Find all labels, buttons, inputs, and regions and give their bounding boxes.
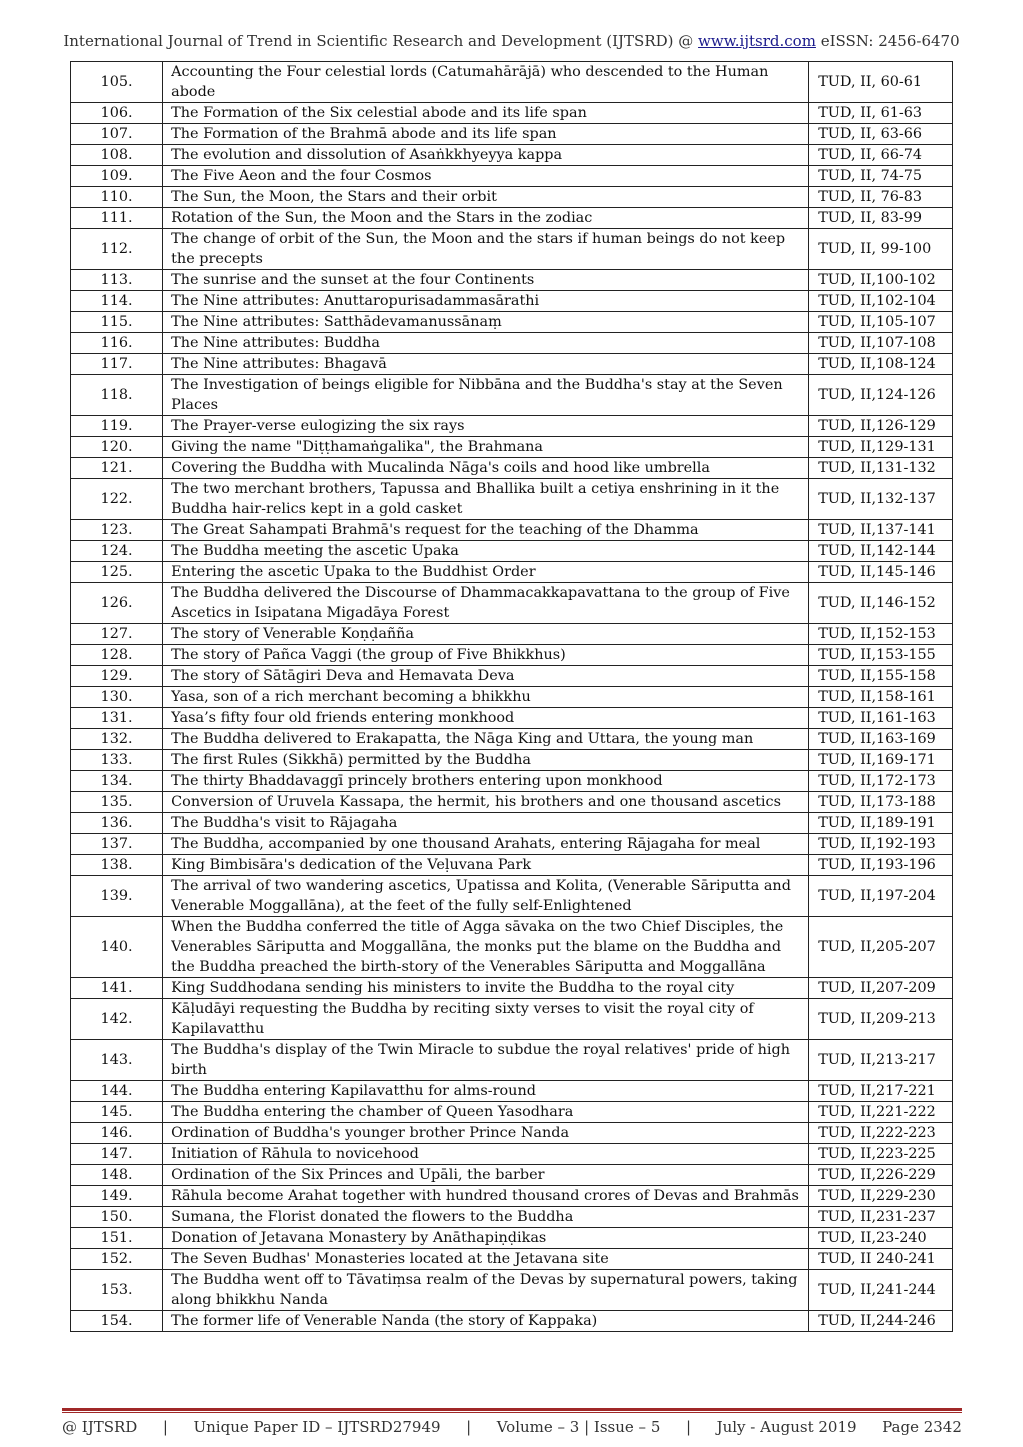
table-row bbox=[71, 666, 953, 687]
row-title: The Buddha meeting the ascetic Upaka bbox=[163, 541, 809, 562]
table-row bbox=[71, 62, 953, 103]
table-row bbox=[71, 999, 953, 1040]
table-row bbox=[71, 1081, 953, 1102]
table-row bbox=[71, 813, 953, 834]
table-row bbox=[71, 1207, 953, 1228]
row-reference: TUD, II,244-246 bbox=[809, 1311, 953, 1332]
row-reference: TUD, II, 74-75 bbox=[809, 166, 953, 187]
row-title: Conversion of Uruvela Kassapa, the hermit, his brothers and one thousand ascetics bbox=[163, 792, 809, 813]
row-number: 109. bbox=[71, 166, 163, 187]
row-title: King Suddhodana sending his ministers to invite the Buddha to the royal city bbox=[163, 978, 809, 999]
row-number: 148. bbox=[71, 1165, 163, 1186]
row-title: The two merchant brothers, Tapussa and Bhallika built a cetiya enshrining in it the Buddha hair-relics kept in a gold casket bbox=[163, 479, 809, 520]
row-number: 110. bbox=[71, 187, 163, 208]
row-number: 154. bbox=[71, 1311, 163, 1332]
row-reference: TUD, II, 61-63 bbox=[809, 103, 953, 124]
row-number: 139. bbox=[71, 876, 163, 917]
table-row bbox=[71, 333, 953, 354]
row-reference: TUD, II, 66-74 bbox=[809, 145, 953, 166]
page-header bbox=[0, 32, 1023, 50]
row-reference: TUD, II, 63-66 bbox=[809, 124, 953, 145]
footer-rule bbox=[62, 1408, 962, 1411]
row-number: 133. bbox=[71, 750, 163, 771]
table-row bbox=[71, 1228, 953, 1249]
table-row bbox=[71, 645, 953, 666]
table-row bbox=[71, 978, 953, 999]
row-number: 114. bbox=[71, 291, 163, 312]
row-title: The thirty Bhaddavaggī princely brothers entering upon monkhood bbox=[163, 771, 809, 792]
footer-rule-thin bbox=[62, 1412, 962, 1413]
table-row bbox=[71, 855, 953, 876]
table-row bbox=[71, 312, 953, 333]
row-number: 116. bbox=[71, 333, 163, 354]
contents-table-body bbox=[71, 62, 953, 1332]
row-number: 129. bbox=[71, 666, 163, 687]
table-row bbox=[71, 103, 953, 124]
row-title: The Formation of the Brahmā abode and its life span bbox=[163, 124, 809, 145]
row-reference: TUD, II,222-223 bbox=[809, 1123, 953, 1144]
row-number: 120. bbox=[71, 437, 163, 458]
row-reference: TUD, II,155-158 bbox=[809, 666, 953, 687]
row-number: 141. bbox=[71, 978, 163, 999]
table-row bbox=[71, 375, 953, 416]
row-number: 126. bbox=[71, 583, 163, 624]
row-reference: TUD, II, 76-83 bbox=[809, 187, 953, 208]
row-reference: TUD, II,158-161 bbox=[809, 687, 953, 708]
row-reference: TUD, II,132-137 bbox=[809, 479, 953, 520]
row-title: Kāḷudāyi requesting the Buddha by reciting sixty verses to visit the royal city of Kapilavatthu bbox=[163, 999, 809, 1040]
table-row bbox=[71, 1144, 953, 1165]
row-title: The Seven Budhas' Monasteries located at the Jetavana site bbox=[163, 1249, 809, 1270]
table-row bbox=[71, 1249, 953, 1270]
table-row bbox=[71, 458, 953, 479]
row-title: The story of Venerable Koṇḍañña bbox=[163, 624, 809, 645]
row-title: The Investigation of beings eligible for Nibbāna and the Buddha's stay at the Seven Places bbox=[163, 375, 809, 416]
footer-separator: | bbox=[162, 1418, 168, 1436]
table-row bbox=[71, 917, 953, 978]
row-number: 112. bbox=[71, 229, 163, 270]
row-number: 151. bbox=[71, 1228, 163, 1249]
table-row bbox=[71, 354, 953, 375]
row-title: The Nine attributes: Satthādevamanussānaṃ bbox=[163, 312, 809, 333]
footer-volume: Volume – 3 | Issue – 5 bbox=[496, 1418, 661, 1436]
table-row bbox=[71, 145, 953, 166]
row-title: The first Rules (Sikkhā) permitted by the Buddha bbox=[163, 750, 809, 771]
row-number: 137. bbox=[71, 834, 163, 855]
row-number: 122. bbox=[71, 479, 163, 520]
row-title: The former life of Venerable Nanda (the story of Kappaka) bbox=[163, 1311, 809, 1332]
table-row bbox=[71, 1102, 953, 1123]
table-row bbox=[71, 437, 953, 458]
row-title: Yasa, son of a rich merchant becoming a bhikkhu bbox=[163, 687, 809, 708]
row-reference: TUD, II,193-196 bbox=[809, 855, 953, 876]
table-row bbox=[71, 771, 953, 792]
row-reference: TUD, II,142-144 bbox=[809, 541, 953, 562]
row-number: 145. bbox=[71, 1102, 163, 1123]
table-row bbox=[71, 708, 953, 729]
issn-label: eISSN: 2456-6470 bbox=[820, 32, 960, 50]
footer-journal: @ IJTSRD bbox=[62, 1418, 138, 1436]
row-title: The story of Sātāgiri Deva and Hemavata Deva bbox=[163, 666, 809, 687]
table-row bbox=[71, 1311, 953, 1332]
row-number: 144. bbox=[71, 1081, 163, 1102]
row-number: 134. bbox=[71, 771, 163, 792]
row-reference: TUD, II,153-155 bbox=[809, 645, 953, 666]
row-number: 153. bbox=[71, 1270, 163, 1311]
table-row bbox=[71, 541, 953, 562]
row-reference: TUD, II,145-146 bbox=[809, 562, 953, 583]
row-title: Yasa’s fifty four old friends entering monkhood bbox=[163, 708, 809, 729]
row-number: 106. bbox=[71, 103, 163, 124]
row-reference: TUD, II,124-126 bbox=[809, 375, 953, 416]
row-reference: TUD, II,192-193 bbox=[809, 834, 953, 855]
table-row bbox=[71, 583, 953, 624]
row-title: Covering the Buddha with Mucalinda Nāga's coils and hood like umbrella bbox=[163, 458, 809, 479]
row-number: 150. bbox=[71, 1207, 163, 1228]
row-title: The arrival of two wandering ascetics, Upatissa and Kolita, (Venerable Sāriputta and Venerable Moggallāna), at the feet of the fully self-Enlightened bbox=[163, 876, 809, 917]
contents-table-wrap bbox=[70, 61, 953, 1332]
row-title: The Nine attributes: Buddha bbox=[163, 333, 809, 354]
table-row bbox=[71, 229, 953, 270]
row-number: 127. bbox=[71, 624, 163, 645]
row-reference: TUD, II,205-207 bbox=[809, 917, 953, 978]
row-reference: TUD, II,241-244 bbox=[809, 1270, 953, 1311]
row-title: Ordination of Buddha's younger brother Prince Nanda bbox=[163, 1123, 809, 1144]
table-row bbox=[71, 479, 953, 520]
table-row bbox=[71, 208, 953, 229]
row-number: 123. bbox=[71, 520, 163, 541]
table-row bbox=[71, 520, 953, 541]
row-number: 131. bbox=[71, 708, 163, 729]
row-number: 107. bbox=[71, 124, 163, 145]
row-title: The Nine attributes: Bhagavā bbox=[163, 354, 809, 375]
page-footer bbox=[62, 1418, 962, 1436]
row-title: Rāhula become Arahat together with hundred thousand crores of Devas and Brahmās bbox=[163, 1186, 809, 1207]
row-number: 143. bbox=[71, 1040, 163, 1081]
row-reference: TUD, II,163-169 bbox=[809, 729, 953, 750]
row-number: 105. bbox=[71, 62, 163, 103]
table-row bbox=[71, 1186, 953, 1207]
row-reference: TUD, II,229-230 bbox=[809, 1186, 953, 1207]
row-number: 140. bbox=[71, 917, 163, 978]
row-title: The Buddha's visit to Rājagaha bbox=[163, 813, 809, 834]
row-number: 146. bbox=[71, 1123, 163, 1144]
row-reference: TUD, II,173-188 bbox=[809, 792, 953, 813]
row-title: The sunrise and the sunset at the four Continents bbox=[163, 270, 809, 291]
row-title: Sumana, the Florist donated the flowers to the Buddha bbox=[163, 1207, 809, 1228]
row-number: 113. bbox=[71, 270, 163, 291]
row-number: 138. bbox=[71, 855, 163, 876]
row-reference: TUD, II,100-102 bbox=[809, 270, 953, 291]
row-title: The Sun, the Moon, the Stars and their orbit bbox=[163, 187, 809, 208]
table-row bbox=[71, 876, 953, 917]
table-row bbox=[71, 624, 953, 645]
row-reference: TUD, II,108-124 bbox=[809, 354, 953, 375]
table-row bbox=[71, 187, 953, 208]
table-row bbox=[71, 166, 953, 187]
row-reference: TUD, II, 60-61 bbox=[809, 62, 953, 103]
row-reference: TUD, II,105-107 bbox=[809, 312, 953, 333]
table-row bbox=[71, 124, 953, 145]
row-number: 132. bbox=[71, 729, 163, 750]
row-number: 142. bbox=[71, 999, 163, 1040]
row-number: 115. bbox=[71, 312, 163, 333]
table-row bbox=[71, 270, 953, 291]
table-row bbox=[71, 750, 953, 771]
row-number: 111. bbox=[71, 208, 163, 229]
row-reference: TUD, II,131-132 bbox=[809, 458, 953, 479]
row-reference: TUD, II,152-153 bbox=[809, 624, 953, 645]
footer-separator: | bbox=[466, 1418, 472, 1436]
table-row bbox=[71, 1165, 953, 1186]
table-row bbox=[71, 792, 953, 813]
row-title: The Nine attributes: Anuttaropurisadammasārathi bbox=[163, 291, 809, 312]
footer-separator: | bbox=[685, 1418, 691, 1436]
row-number: 119. bbox=[71, 416, 163, 437]
row-title: The Buddha delivered to Erakapatta, the Nāga King and Uttara, the young man bbox=[163, 729, 809, 750]
row-reference: TUD, II 240-241 bbox=[809, 1249, 953, 1270]
row-number: 152. bbox=[71, 1249, 163, 1270]
row-number: 125. bbox=[71, 562, 163, 583]
table-row bbox=[71, 1123, 953, 1144]
row-title: The Buddha went off to Tāvatiṃsa realm of the Devas by supernatural powers, taking along bhikkhu Nanda bbox=[163, 1270, 809, 1311]
row-title: Entering the ascetic Upaka to the Buddhist Order bbox=[163, 562, 809, 583]
row-title: The Great Sahampati Brahmā's request for the teaching of the Dhamma bbox=[163, 520, 809, 541]
footer-date: July - August 2019 bbox=[716, 1418, 857, 1436]
row-title: Ordination of the Six Princes and Upāli, the barber bbox=[163, 1165, 809, 1186]
row-title: Rotation of the Sun, the Moon and the Stars in the zodiac bbox=[163, 208, 809, 229]
table-row bbox=[71, 1040, 953, 1081]
row-reference: TUD, II, 99-100 bbox=[809, 229, 953, 270]
row-reference: TUD, II,129-131 bbox=[809, 437, 953, 458]
row-reference: TUD, II,107-108 bbox=[809, 333, 953, 354]
table-row bbox=[71, 1270, 953, 1311]
journal-title: International Journal of Trend in Scientific Research and Development (IJTSRD) @ bbox=[63, 32, 694, 50]
row-title: The change of orbit of the Sun, the Moon and the stars if human beings do not keep the precepts bbox=[163, 229, 809, 270]
row-number: 128. bbox=[71, 645, 163, 666]
row-number: 124. bbox=[71, 541, 163, 562]
row-title: The evolution and dissolution of Asaṅkkhyeyya kappa bbox=[163, 145, 809, 166]
row-reference: TUD, II, 83-99 bbox=[809, 208, 953, 229]
row-reference: TUD, II,221-222 bbox=[809, 1102, 953, 1123]
row-reference: TUD, II,189-191 bbox=[809, 813, 953, 834]
contents-table bbox=[70, 61, 953, 1332]
table-row bbox=[71, 562, 953, 583]
table-row bbox=[71, 687, 953, 708]
row-title: Initiation of Rāhula to novicehood bbox=[163, 1144, 809, 1165]
row-number: 136. bbox=[71, 813, 163, 834]
row-reference: TUD, II,231-237 bbox=[809, 1207, 953, 1228]
footer-paper-id: Unique Paper ID – IJTSRD27949 bbox=[193, 1418, 441, 1436]
row-reference: TUD, II,169-171 bbox=[809, 750, 953, 771]
row-title: The Buddha delivered the Discourse of Dhammacakkapavattana to the group of Five Ascetics in Isipatana Migadāya Forest bbox=[163, 583, 809, 624]
row-reference: TUD, II,23-240 bbox=[809, 1228, 953, 1249]
footer-page: Page 2342 bbox=[882, 1418, 962, 1436]
row-reference: TUD, II,137-141 bbox=[809, 520, 953, 541]
row-number: 117. bbox=[71, 354, 163, 375]
row-number: 118. bbox=[71, 375, 163, 416]
row-title: King Bimbisāra's dedication of the Veḷuvana Park bbox=[163, 855, 809, 876]
row-title: When the Buddha conferred the title of Agga sāvaka on the two Chief Disciples, the Venerables Sāriputta and Moggallāna, the monks put the blame on the Buddha and the Buddha preached the birth-story of the Venerables Sāriputta and Moggallāna bbox=[163, 917, 809, 978]
row-reference: TUD, II,126-129 bbox=[809, 416, 953, 437]
row-reference: TUD, II,223-225 bbox=[809, 1144, 953, 1165]
row-title: The story of Pañca Vaggi (the group of Five Bhikkhus) bbox=[163, 645, 809, 666]
row-reference: TUD, II,213-217 bbox=[809, 1040, 953, 1081]
row-title: Giving the name "Diṭṭhamaṅgalika", the Brahmana bbox=[163, 437, 809, 458]
row-reference: TUD, II,161-163 bbox=[809, 708, 953, 729]
row-reference: TUD, II,102-104 bbox=[809, 291, 953, 312]
row-title: Donation of Jetavana Monastery by Anāthapiṇḍikas bbox=[163, 1228, 809, 1249]
row-reference: TUD, II,146-152 bbox=[809, 583, 953, 624]
row-reference: TUD, II,207-209 bbox=[809, 978, 953, 999]
row-number: 130. bbox=[71, 687, 163, 708]
table-row bbox=[71, 291, 953, 312]
row-title: The Buddha entering the chamber of Queen Yasodhara bbox=[163, 1102, 809, 1123]
row-title: The Five Aeon and the four Cosmos bbox=[163, 166, 809, 187]
row-reference: TUD, II,197-204 bbox=[809, 876, 953, 917]
table-row bbox=[71, 416, 953, 437]
journal-link[interactable]: www.ijtsrd.com bbox=[698, 32, 816, 50]
row-number: 149. bbox=[71, 1186, 163, 1207]
row-reference: TUD, II,172-173 bbox=[809, 771, 953, 792]
row-number: 121. bbox=[71, 458, 163, 479]
row-title: The Prayer-verse eulogizing the six rays bbox=[163, 416, 809, 437]
table-row bbox=[71, 729, 953, 750]
row-title: The Buddha, accompanied by one thousand Arahats, entering Rājagaha for meal bbox=[163, 834, 809, 855]
row-reference: TUD, II,209-213 bbox=[809, 999, 953, 1040]
row-number: 147. bbox=[71, 1144, 163, 1165]
row-title: Accounting the Four celestial lords (Catumahārājā) who descended to the Human abode bbox=[163, 62, 809, 103]
row-reference: TUD, II,226-229 bbox=[809, 1165, 953, 1186]
row-title: The Buddha's display of the Twin Miracle to subdue the royal relatives' pride of high birth bbox=[163, 1040, 809, 1081]
row-number: 108. bbox=[71, 145, 163, 166]
row-number: 135. bbox=[71, 792, 163, 813]
row-title: The Formation of the Six celestial abode and its life span bbox=[163, 103, 809, 124]
table-row bbox=[71, 834, 953, 855]
row-reference: TUD, II,217-221 bbox=[809, 1081, 953, 1102]
row-title: The Buddha entering Kapilavatthu for alms-round bbox=[163, 1081, 809, 1102]
